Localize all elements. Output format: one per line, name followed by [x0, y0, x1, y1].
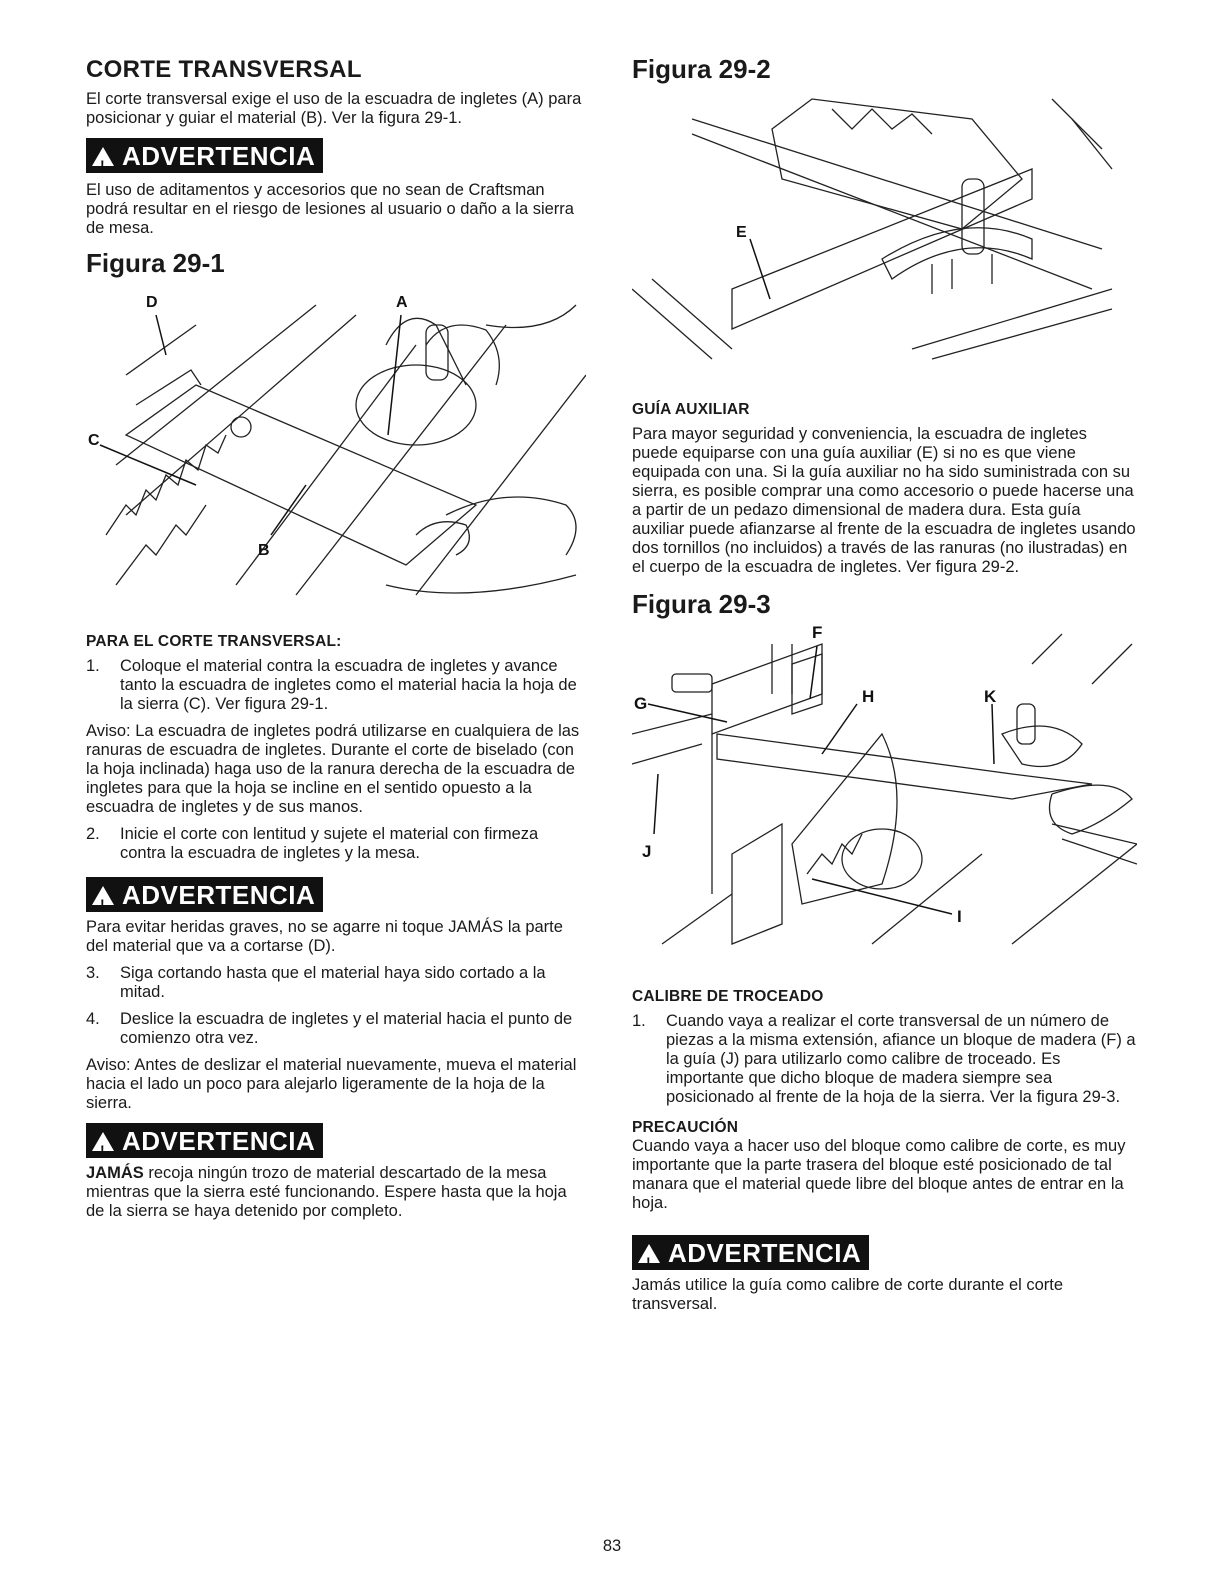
- fig3-label-j: J: [642, 842, 652, 861]
- aviso-2: Aviso: Antes de deslizar el material nuevamente, mueva el material hacia el lado un poco para alejarlo ligeramente de la hoja de la sierra.: [86, 1056, 577, 1112]
- page-number: 83: [602, 1537, 622, 1555]
- step-1-number: 1.: [86, 657, 100, 675]
- figure-29-3-illustration: [632, 624, 1137, 964]
- figure-29-3-title: Figura 29-3: [632, 589, 771, 619]
- precaucion-title: PRECAUCIÓN: [632, 1119, 739, 1136]
- fig1-label-a: A: [396, 294, 408, 311]
- warning-label: ADVERTENCIA: [122, 141, 316, 171]
- fig3-label-i: I: [957, 907, 962, 926]
- step-3-text: Siga cortando hasta que el material haya sido cortado a la mitad.: [120, 964, 546, 1001]
- calibre-step-number: 1.: [632, 1012, 646, 1030]
- figure-29-2-illustration: [632, 89, 1132, 379]
- fig3-label-g: G: [634, 694, 648, 713]
- calibre-step-1: [632, 1012, 1137, 1107]
- warning-label: ADVERTENCIA: [668, 1238, 862, 1268]
- fig3-label-h: H: [862, 687, 875, 706]
- fig2-label-e: E: [736, 224, 747, 241]
- warning-text-4: Jamás utilice la guía como calibre de corte durante el corte transversal.: [632, 1276, 1064, 1313]
- precaucion-text: Cuando vaya a hacer uso del bloque como calibre de corte, es muy importante que la parte trasera del bloque esté posicionado de tal manara que el material quede libre del bloque antes de entrar en la hoja.: [632, 1137, 1126, 1212]
- warning-banner-2: [86, 877, 586, 912]
- step-4: [86, 1010, 586, 1048]
- fig1-label-c: C: [88, 432, 100, 449]
- aviso-1: Aviso: La escuadra de ingletes podrá utilizarse en cualquiera de las ranuras de escuadra de ingletes. Durante el corte de biselado (con la hoja inclinada) haga uso de la ranura derecha de la escuadra de ingletes para que la hoja se incline en el sentido opuesto a la escuadra de ingletes y de sus manos.: [86, 722, 580, 816]
- warning-triangle-icon: [92, 147, 114, 166]
- fig3-label-k: K: [984, 687, 997, 706]
- warning-text-1: El uso de aditamentos y accesorios que no sean de Craftsman podrá resultar en el riesgo de lesiones al usuario o daño a la sierra de mesa.: [86, 181, 574, 237]
- right-column: [632, 56, 1137, 1314]
- calibre-step-text: Cuando vaya a realizar el corte transversal de un número de piezas a la misma extensión, afiance un bloque de madera (F) a la guía (J) para utilizarlo como calibre de troceado. Es importante que dicho bloque de madera siempre sea posicionado al frente de la hoja de la sierra. Ver la figura 29-3.: [666, 1012, 1136, 1106]
- warning-3-emphasis: JAMÁS: [86, 1164, 144, 1182]
- warning-triangle-icon: [92, 886, 114, 905]
- guia-auxiliar-text: Para mayor seguridad y conveniencia, la escuadra de ingletes puede equiparse con una guía auxiliar (E) si no es que viene equipada con una. Si la guía auxiliar no ha sido suministrada con su sierra, es posible comprar una como accesorio o puede hacerse una a partir de un pedazo dimensional de madera dura. Esta guía auxiliar puede afianzarse al frente de la escuadra de ingletes usando dos tornillos (no incluidos) a través de las ranuras (no ilustradas) en el cuerpo de la escuadra de ingletes. Ver figura 29-2.: [632, 425, 1136, 576]
- guia-auxiliar-title: GUÍA AUXILIAR: [632, 401, 750, 418]
- figure-29-2-title: Figura 29-2: [632, 54, 771, 84]
- warning-3-body: recoja ningún trozo de material descartado de la mesa mientras que la sierra esté funcionando. Espere hasta que la hoja de la sierra se haya detenido por completo.: [86, 1164, 567, 1220]
- figure-29-1-illustration: [86, 285, 586, 615]
- warning-banner-4: [632, 1235, 1137, 1270]
- warning-banner-3: [86, 1123, 586, 1158]
- step-4-text: Deslice la escuadra de ingletes y el material hacia el punto de comienzo otra vez.: [120, 1010, 573, 1047]
- warning-text-2: Para evitar heridas graves, no se agarre ni toque JAMÁS la parte del material que va a cortarse (D).: [86, 918, 563, 955]
- warning-banner-1: [86, 138, 586, 173]
- fig1-label-d: D: [146, 294, 158, 311]
- step-3: [86, 964, 586, 1002]
- warning-triangle-icon: [638, 1244, 660, 1263]
- step-1-text: Coloque el material contra la escuadra de ingletes y avance tanto la escuadra de ingletes como el material hacia la hoja de la sierra (C). Ver figura 29-1.: [120, 657, 577, 713]
- step-2-text: Inicie el corte con lentitud y sujete el material con firmeza contra la escuadra de ingletes y la mesa.: [120, 825, 539, 862]
- intro-text: El corte transversal exige el uso de la escuadra de ingletes (A) para posicionar y guiar el material (B). Ver la figura 29-1.: [86, 90, 582, 127]
- step-3-number: 3.: [86, 964, 100, 982]
- step-1: [86, 657, 586, 714]
- step-4-number: 4.: [86, 1010, 100, 1028]
- warning-label: ADVERTENCIA: [122, 880, 316, 910]
- fig3-label-f: F: [812, 624, 823, 642]
- fig1-label-b: B: [258, 542, 270, 559]
- warning-triangle-icon: [92, 1132, 114, 1151]
- warning-text-3: [86, 1164, 586, 1221]
- left-column: [86, 56, 586, 1221]
- warning-label: ADVERTENCIA: [122, 1126, 316, 1156]
- section-heading: CORTE TRANSVERSAL: [86, 56, 362, 83]
- crosscut-section-title: PARA EL CORTE TRANSVERSAL:: [86, 633, 342, 650]
- calibre-title: CALIBRE DE TROCEADO: [632, 988, 824, 1005]
- step-2: [86, 825, 586, 863]
- step-2-number: 2.: [86, 825, 100, 843]
- figure-29-1-title: Figura 29-1: [86, 248, 225, 278]
